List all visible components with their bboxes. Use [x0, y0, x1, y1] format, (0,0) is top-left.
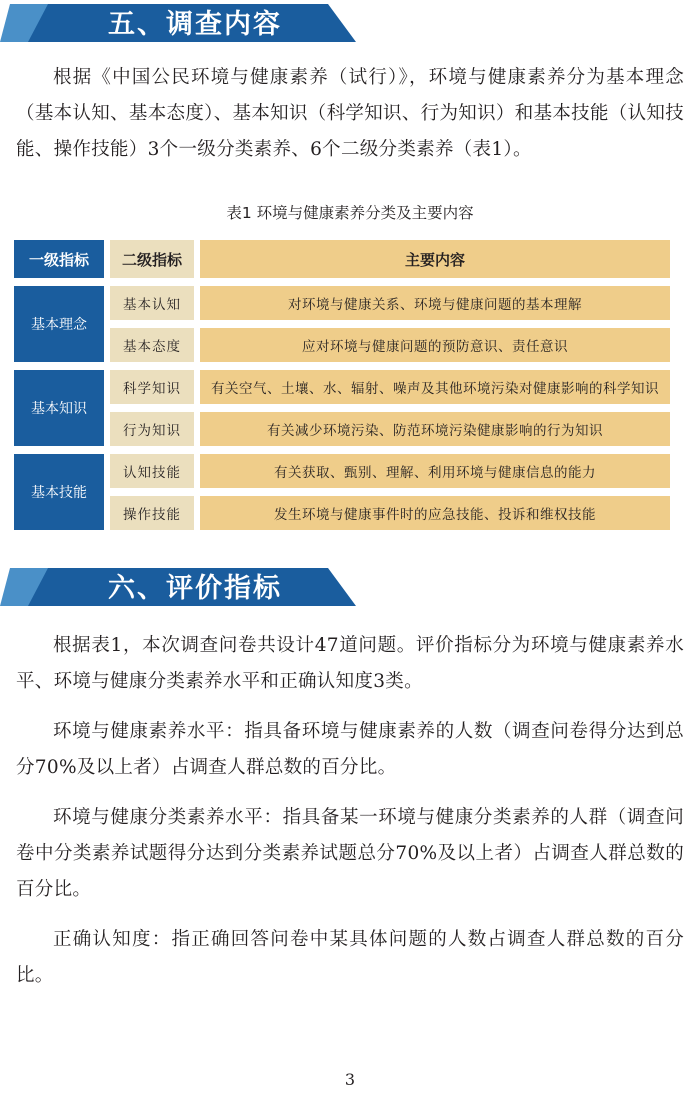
content-cell: 发生环境与健康事件时的应急技能、投诉和维权技能 — [200, 496, 670, 530]
page-number: 3 — [344, 1070, 356, 1089]
section-6-paragraph-2: 环境与健康素养水平：指具备环境与健康素养的人数（调查问卷得分达到总分70%及以上者）占调查人群总数的百分比。 — [16, 721, 684, 778]
table-row — [14, 328, 670, 362]
section-6-title: 六、评价指标 — [108, 573, 282, 604]
header-level2: 二级指标 — [110, 240, 194, 278]
level1-cell: 基本理念 — [14, 286, 104, 362]
section-6-paragraph-3: 环境与健康分类素养水平：指具备某一环境与健康分类素养的人群（调查问卷中分类素养试题得分达到分类素养试题总分70%及以上者）占调查人群总数的百分比。 — [16, 807, 684, 900]
level2-cell: 科学知识 — [110, 370, 194, 404]
literacy-table — [8, 232, 676, 538]
table-header-row — [14, 240, 670, 278]
section-6-paragraph-4: 正确认知度：指正确回答问卷中某具体问题的人数占调查人群总数的百分比。 — [16, 929, 684, 986]
table-row — [14, 496, 670, 530]
table-row — [14, 370, 670, 404]
content-cell: 有关获取、甄别、理解、利用环境与健康信息的能力 — [200, 454, 670, 488]
table-row — [14, 454, 670, 488]
content-cell: 有关减少环境污染、防范环境污染健康影响的行为知识 — [200, 412, 670, 446]
level2-cell: 操作技能 — [110, 496, 194, 530]
section-5-title: 五、调查内容 — [108, 9, 282, 40]
section-5-paragraph: 根据《中国公民环境与健康素养（试行）》，环境与健康素养分为基本理念（基本认知、基本态度）、基本知识（科学知识、行为知识）和基本技能（认知技能、操作技能）3个一级分类素养、6个二级分类素养（表1）。 — [16, 67, 684, 160]
content-cell: 对环境与健康关系、环境与健康问题的基本理解 — [200, 286, 670, 320]
content-cell: 有关空气、土壤、水、辐射、噪声及其他环境污染对健康影响的科学知识 — [200, 370, 670, 404]
section-6-paragraph-1: 根据表1，本次调查问卷共设计47道问题。评价指标分为环境与健康素养水平、环境与健康分类素养水平和正确认知度3类。 — [16, 635, 684, 692]
level2-cell: 行为知识 — [110, 412, 194, 446]
level1-cell: 基本技能 — [14, 454, 104, 530]
section-5-header — [0, 2, 360, 48]
level1-cell: 基本知识 — [14, 370, 104, 446]
table-row — [14, 412, 670, 446]
header-level1: 一级指标 — [14, 240, 104, 278]
header-main-content: 主要内容 — [200, 240, 670, 278]
section-6-header — [0, 566, 360, 612]
table-caption: 表1 环境与健康素养分类及主要内容 — [226, 204, 474, 222]
level2-cell: 基本认知 — [110, 286, 194, 320]
content-cell: 应对环境与健康问题的预防意识、责任意识 — [200, 328, 670, 362]
level2-cell: 认知技能 — [110, 454, 194, 488]
table-row — [14, 286, 670, 320]
level2-cell: 基本态度 — [110, 328, 194, 362]
